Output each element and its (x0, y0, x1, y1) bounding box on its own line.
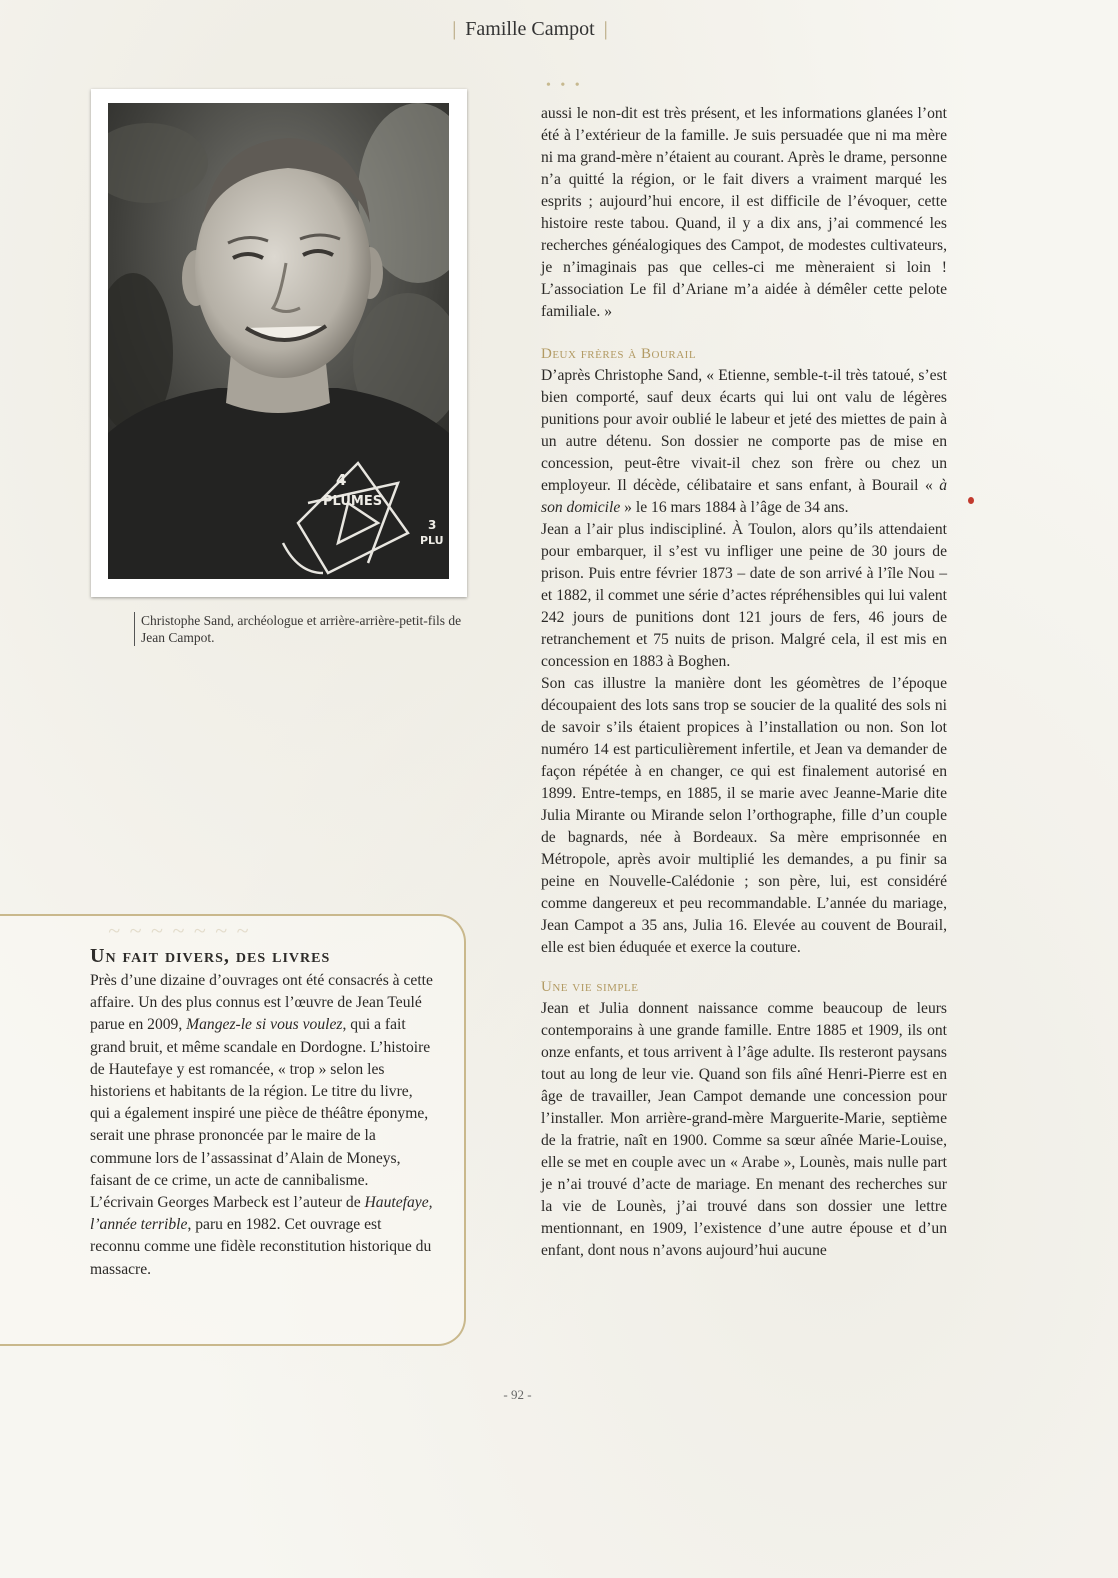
sidebar-paragraph-2: L’écrivain Georges Marbeck est l’auteur de Hautefaye, l’année terrible, paru en 1982. Cet ouvrage est reconnu comme une fidèle reconstitution historique du massacre. (90, 1194, 433, 1278)
continuation-mark: • • • (546, 78, 583, 93)
header-bar-right: | (603, 18, 608, 40)
sidebar-watermark: ~ ~ ~ ~ ~ ~ ~ (108, 918, 251, 943)
section1-paragraph-1: D’après Christophe Sand, « Etienne, semble-t-il très tatoué, s’est bien comporté, sauf deux écarts qui lui ont valu de légères punitions pour avoir oublié le labeur et jeté des miettes de pain à un autre détenu. Son dossier ne comporte pas de mise en concession, peut-être vivait-il chez son frère ou chez un employeur. Il décède, célibataire et sans enfant, à Bourail « à son domicile » le 16 mars 1884 à l’âge de 34 ans. (541, 367, 947, 516)
shirt-text-plu: PLU (420, 534, 444, 547)
section-title-deux-freres: Deux frères à Bourail (541, 346, 697, 362)
shirt-text-3: 3 (428, 518, 437, 532)
section1-paragraph-2: Jean a l’air plus indiscipliné. À Toulon, alors qu’ils attendaient pour embarquer, il s’est vu infliger une peine de 30 jours de prison. Puis entre février 1873 – date de son arrivé à l’île Nou – et 1882, il commet une série d’actes répréhensibles qui lui valent 242 jours de punitions dont 121 jours de fers, 46 jours de retranchement et 75 nuits de prison. Malgré cela, il est mis en concession en 1883 à Boghen. (541, 521, 947, 670)
photo-frame (91, 89, 467, 597)
header-bar-left: | (452, 18, 457, 40)
book-title-hautefaye: Hautefaye, l’année terrible (90, 1194, 433, 1234)
intro-paragraph: aussi le non-dit est très présent, et les informations glanées l’ont été à l’extérieur de la famille. Je suis persuadée que ni ma mère ni ma grand-mère n’étaient au courant. Après le drame, personne n’a quitté la région, or le fait divers a vraiment marqué les esprits ; aujourd’hui encore, il est difficile de l’évoquer, cette histoire reste tabou. Quand, il y a dix ans, j’ai commencé les recherches généalogiques des Campot, de modestes cultivateurs, je n’imaginais pas que celles-ci me mèneraient si loin ! L’association Le fil d’Ariane m’a aidée à démêler cette pelote familiale. » (541, 105, 947, 320)
header-title: Famille Campot (465, 18, 595, 40)
photo-caption: Christophe Sand, archéologue et arrière-arrière-petit-fils de Jean Campot. (134, 612, 471, 646)
sidebar-paragraph-1: Près d’une dizaine d’ouvrages ont été consacrés à cette affaire. Un des plus connus est l’œuvre de Jean Teulé parue en 2009, Mangez-le si vous voulez, qui a fait grand bruit, et même scandale en Dordogne. L’histoire de Hautefaye y est romancée, « trop » selon les historiens et habitants de la région. Le titre du livre, qui a également inspiré une pièce de théâtre éponyme, serait une phrase prononcée par le maire de la commune lors de l’assassinat d’Alain de Moneys, faisant de ce crime, un acte de cannibalisme. (90, 972, 433, 1189)
book-title-mangez: Mangez-le si vous voulez (186, 1016, 343, 1034)
section-title-vie-simple: Une vie simple (541, 979, 639, 995)
shirt-text-4: 4 (336, 471, 347, 489)
emphasis-domicile: à son domicile (541, 477, 947, 516)
ink-spot (968, 497, 974, 504)
shirt-text-plumes: PLUMES (323, 494, 383, 509)
main-column (541, 103, 947, 1262)
section2-paragraph-1: Jean et Julia donnent naissance comme beaucoup de leurs contemporains à une grande famille. Entre 1885 et 1909, ils ont onze enfants, et tous arrivent à l’âge adulte. Ils resteront paysans tout au long de leur vie. Quand son fils aîné Henri-Pierre est en âge de travailler, Jean Campot demande une concession pour l’installer. Mon arrière-grand-mère Marguerite-Marie, septième de la fratrie, naît en 1900. Comme sa sœur aînée Marie-Louise, elle se met en couple avec un « Arabe », Lounès, mais nulle part je n’ai trouvé d’acte de mariage. En menant des recherches sur la vie de Lounès, j’ai trouvé dans son dossier une lettre mentionnant, en 1909, l’existence d’une autre épouse et d’un enfant, dont nous n’avons aujourd’hui aucune (541, 1000, 947, 1259)
page-number: - 92 - (503, 1387, 532, 1402)
sidebar-title: Un fait divers, des livres (90, 945, 331, 967)
running-header (0, 18, 1060, 41)
sidebar-body (90, 970, 435, 1281)
portrait-photo (108, 103, 449, 579)
section1-paragraph-3: Son cas illustre la manière dont les géomètres de l’époque découpaient des lots sans trop se soucier de la qualité des sols ni de savoir s’ils étaient propices à l’installation ou non. Son lot numéro 14 est particulièrement infertile, et Jean va demander de façon répétée à en changer, ce qui est finalement autorisé en 1899. Entre-temps, en 1885, il se marie avec Jeanne-Marie dite Julia Mirante ou Mirande selon l’orthographe, fille d’un couple de bagnards, née à Bordeaux. Sa mère emprisonnée en Métropole, après avoir multiplié les demandes, a pu finir sa peine en Nouvelle-Calédonie ; son père, lui, est considéré comme dangereux et peu recommandable. L’année du mariage, Jean Campot a 35 ans, Julia 16. Elevée au couvent de Bourail, elle est bien éduquée et exerce la couture. (541, 675, 947, 956)
